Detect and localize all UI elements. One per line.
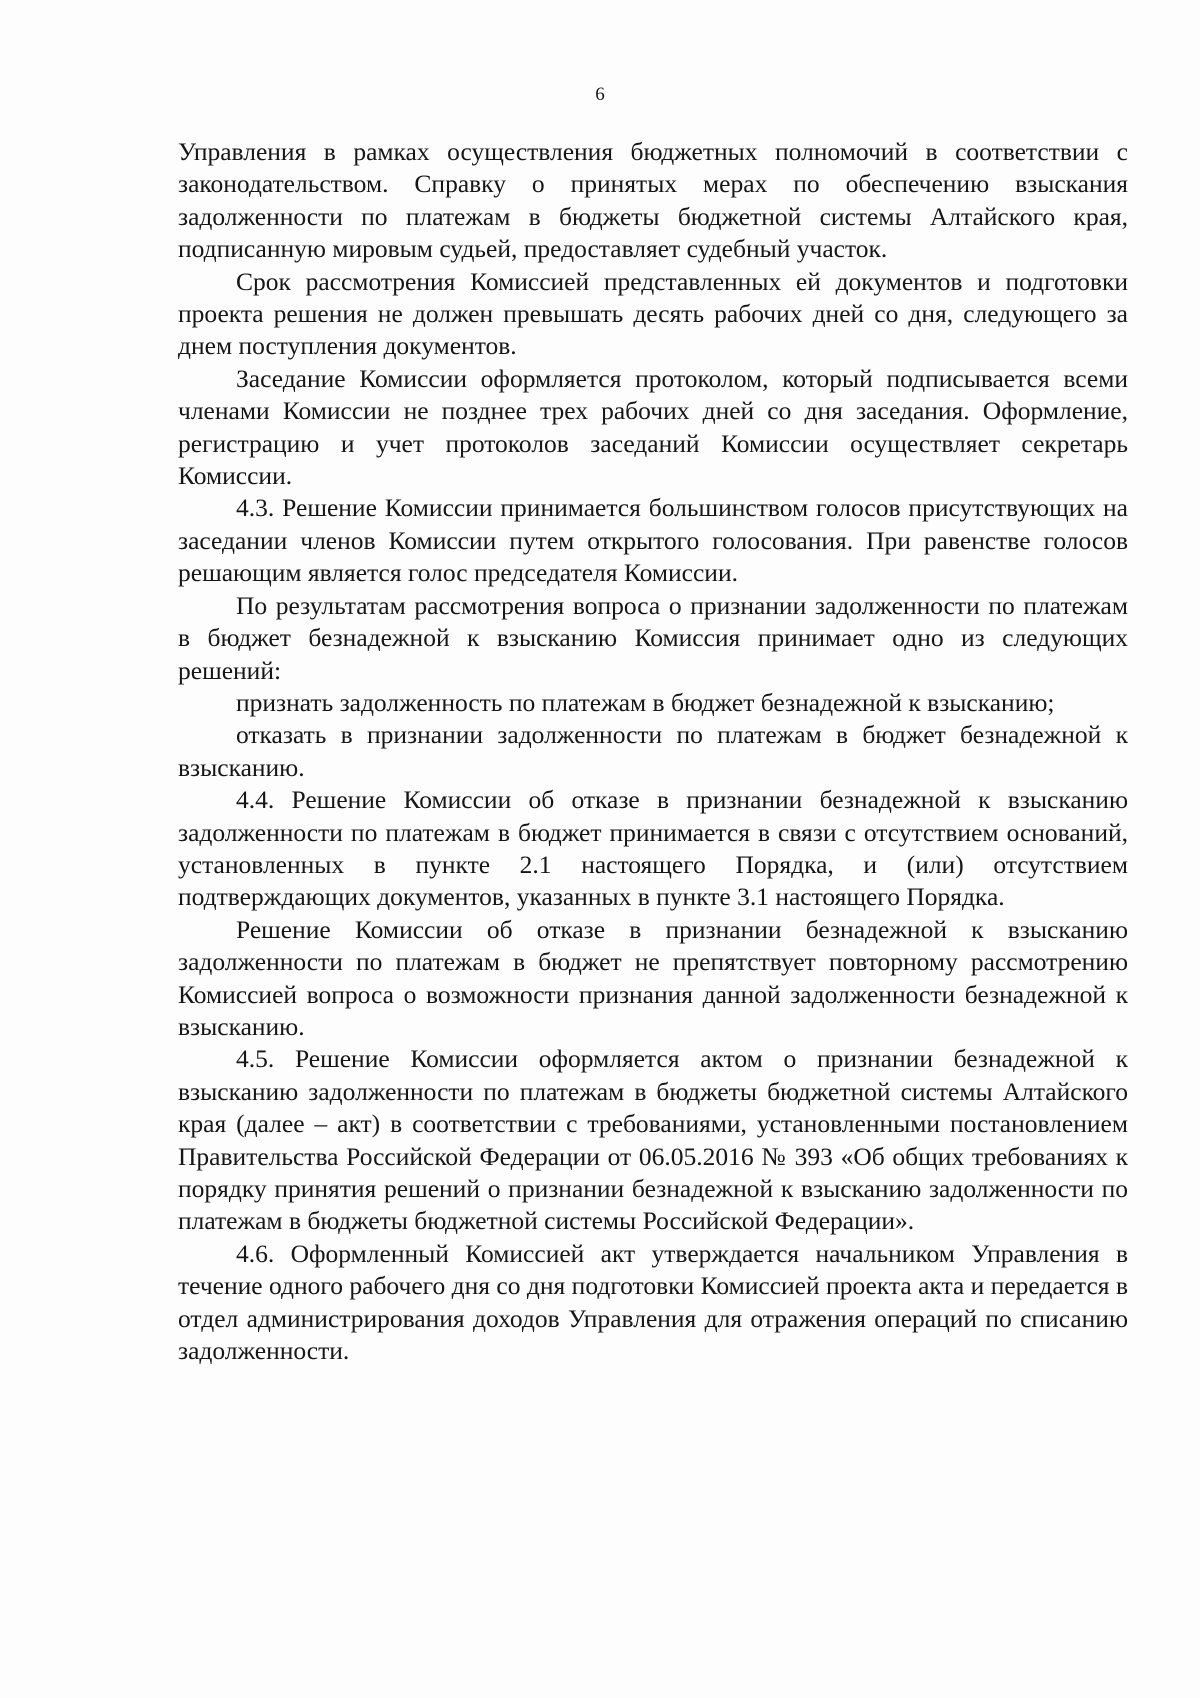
paragraph-4-6: 4.6. Оформленный Комиссией акт утверждается начальником Управления в течение одного рабочего дня со дня подготовки Комиссией проекта акта и передается в отдел администрирования доходов Управления для отражения операций по списанию задолженности. — [178, 1238, 1128, 1366]
paragraph-4-4: 4.4. Решение Комиссии об отказе в признании безнадежной к взысканию задолженности по платежам в бюджет принимается в связи с отсутствием оснований, установленных в пункте 2.1 настоящего Порядка, и (или) отсутствием подтверждающих документов, указанных в пункте 3.1 настоящего Порядка. — [178, 785, 1128, 912]
paragraph-continuation: Управления в рамках осуществления бюджетных полномочий в соответствии с законодательством. Справку о принятых мерах по обеспечению взыскания задолженности по платежам в бюджеты бюджетной системы Алтайского края, подписанную мировым судьей, предоставляет судебный участок. — [178, 137, 1128, 264]
paragraph-4-3: 4.3. Решение Комиссии принимается большинством голосов присутствующих на заседании членов Комиссии путем открытого голосования. При равенстве голосов решающим является голос председателя Комиссии. — [178, 493, 1128, 588]
document-body — [178, 136, 1128, 1367]
paragraph-review-period: Срок рассмотрения Комиссией представленных ей документов и подготовки проекта решения не должен превышать десять рабочих дней со дня, следующего за днем поступления документов. — [178, 266, 1128, 361]
paragraph-4-5: 4.5. Решение Комиссии оформляется актом о признании безнадежной к взысканию задолженности по платежам в бюджеты бюджетной системы Алтайского края (далее – акт) в соответствии с требованиями, установленными постановлением Правительства Российской Федерации от 06.05.2016 № 393 «Об общих требованиях к порядку принятия решений о признании безнадежной к взысканию задолженности по платежам в бюджеты бюджетной системы Российской Федерации». — [178, 1044, 1128, 1236]
page-number: 6 — [595, 84, 605, 105]
paragraph-protocol: Заседание Комиссии оформляется протоколом, который подписывается всеми членами Комиссии не позднее трех рабочих дней со дня заседания. Оформление, регистрацию и учет протоколов заседаний Комиссии осуществляет секретарь Комиссии. — [178, 363, 1128, 491]
paragraph-refusal-no-obstacle: Решение Комиссии об отказе в признании безнадежной к взысканию задолженности по платежам в бюджет не препятствует повторному рассмотрению Комиссией вопроса о возможности признания данной задолженности безнадежной к взысканию. — [178, 914, 1128, 1041]
paragraph-decision-refuse: отказать в признании задолженности по платежам в бюджет безнадежной к взысканию. — [178, 720, 1128, 782]
paragraph-decision-recognize: признать задолженность по платежам в бюджет безнадежной к взысканию; — [236, 687, 1055, 717]
paragraph-review-results: По результатам рассмотрения вопроса о признании задолженности по платежам в бюджет безнадежной к взысканию Комиссия принимает одно из следующих решений: — [178, 590, 1128, 685]
